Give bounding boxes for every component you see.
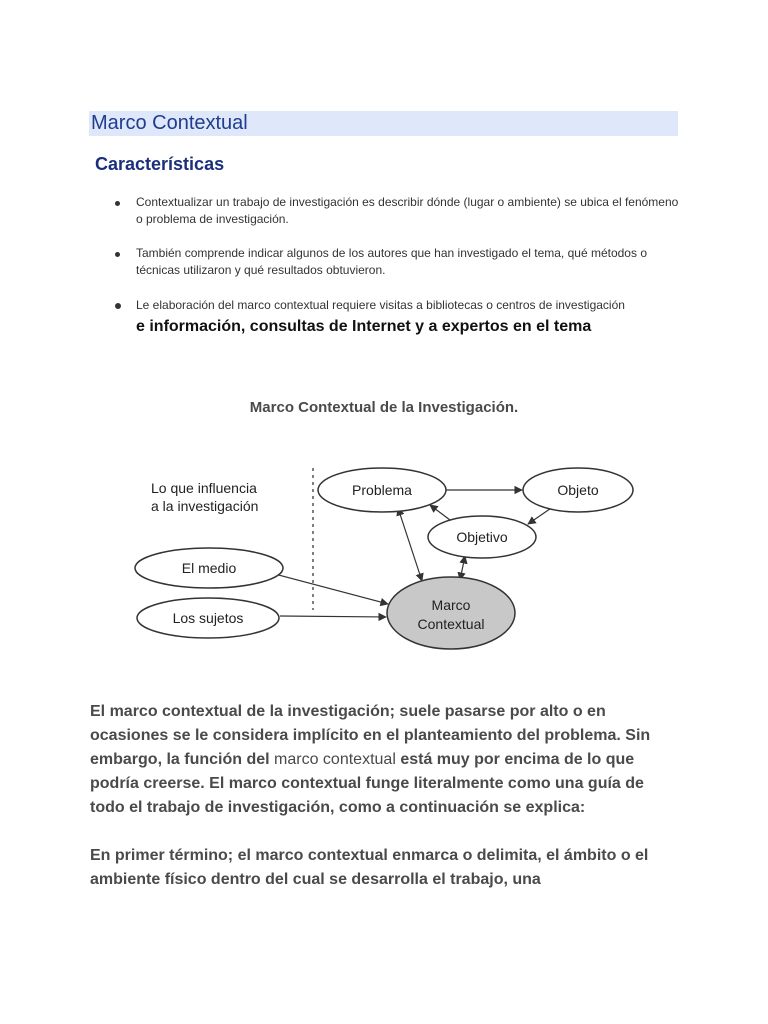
- arrow-sujetos-marco: [280, 616, 386, 617]
- list-item: [112, 245, 682, 279]
- paragraph-1: [90, 700, 680, 820]
- node-objetivo: [428, 516, 536, 558]
- influence-label-line1: Lo que influencia: [151, 480, 257, 496]
- paragraph-1-start: El marco contextual de la investigación; suele pasarse por alto o en ocasiones se le considera implícito en el planteamiento del problema. Sin embargo, la función del: [90, 703, 651, 768]
- list-item-text: Contextualizar un trabajo de investigación es describir dónde (lugar o ambiente) se ubica el fenómeno o problema de investigación.: [136, 195, 679, 226]
- page-title: Marco Contextual: [91, 112, 248, 134]
- bullet-icon: [115, 252, 120, 257]
- arrow-problema-marco: [398, 508, 422, 581]
- paragraph-2: En primer término; el marco contextual enmarca o delimita, el ámbito o el ambiente físico dentro del cual se desarrolla el trabajo, una: [90, 847, 649, 888]
- diagram-title: Marco Contextual de la Investigación.: [249, 399, 519, 416]
- arrow-objetivo-problema: [430, 505, 450, 520]
- marco-contextual-link[interactable]: marco contextual: [274, 751, 396, 768]
- body-text: [90, 700, 680, 892]
- node-medio: [135, 548, 283, 588]
- node-problema: [318, 468, 446, 512]
- list-item-text: Le elaboración del marco contextual requiere visitas a bibliotecas o centros de investigación: [136, 298, 625, 312]
- list-item: [112, 194, 682, 228]
- bullet-icon: [115, 201, 120, 206]
- node-objeto-label: Objeto: [557, 482, 599, 498]
- section-subtitle: Características: [95, 154, 225, 174]
- node-problema-label: Problema: [352, 482, 412, 498]
- node-sujetos: [137, 598, 279, 638]
- list-item: [112, 297, 682, 337]
- node-objetivo-label: Objetivo: [456, 529, 508, 545]
- characteristics-list: [112, 194, 682, 337]
- node-medio-label: El medio: [181, 560, 237, 576]
- node-sujetos-label: Los sujetos: [172, 610, 244, 626]
- arrow-objetivo-marco: [460, 556, 465, 580]
- node-marco-label-line2: Contextual: [417, 616, 485, 632]
- node-objeto: [523, 468, 633, 512]
- list-item-text: También comprende indicar algunos de los autores que han investigado el tema, qué métodos o técnicas utilizaron y qué resultados obtuvieron.: [136, 246, 647, 277]
- paragraph-1-end: está muy por encima de lo que podría creerse. El marco contextual funge literalmente como una guía de todo el trabajo de investigación, como a continuación se explica:: [90, 751, 644, 816]
- influence-label-line2: a la investigación: [151, 498, 259, 514]
- bullet-icon: [115, 303, 121, 309]
- list-item-emphasis: e información, consultas de Internet y a expertos en el tema: [136, 318, 592, 335]
- context-diagram: [130, 460, 640, 660]
- node-marco-label-line1: Marco: [431, 597, 471, 613]
- section-title-bar: [89, 111, 678, 136]
- node-marco-contextual: [387, 577, 515, 649]
